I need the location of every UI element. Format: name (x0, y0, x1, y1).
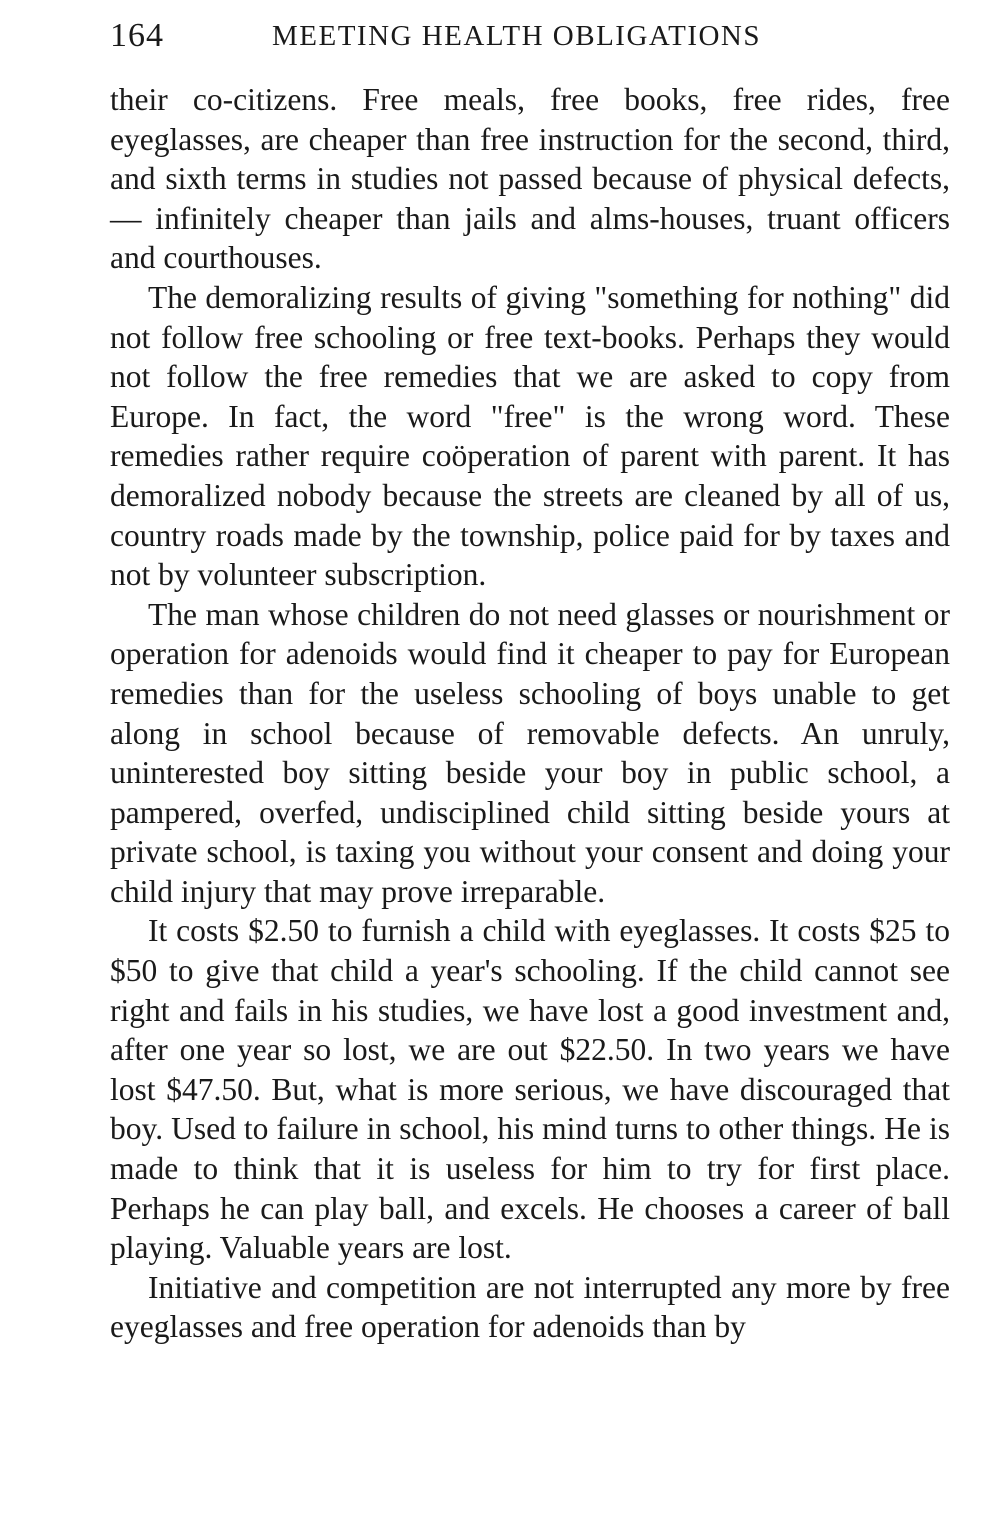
paragraph-continued: their co-citizens. Free meals, free books, free rides, free eyeglasses, are cheaper than free instruction for the second, third, and sixth terms in studies not passed because of physical defects, — infinitely cheaper than jails and alms-houses, truant officers and courthouses. (110, 82, 950, 276)
running-header (110, 14, 950, 58)
paragraph: The man whose children do not need glasses or nourishment or operation for adenoids would find it cheaper to pay for European remedies than for the useless schooling of boys unable to get along in school because of removable defects. An unruly, uninterested boy sitting beside your boy in public school, a pampered, overfed, undisciplined child sitting beside yours at private school, is taxing you without your consent and doing your child injury that may prove irreparable. (110, 596, 950, 909)
running-title: MEETING HEALTH OBLIGATIONS (272, 20, 761, 52)
body-text (110, 80, 950, 1347)
paragraph: It costs $2.50 to furnish a child with eyeglasses. It costs $25 to $50 to give that child a year's schooling. If the child cannot see right and fails in his studies, we have lost a good investment and, after one year so lost, we are out $22.50. In two years we have lost $47.50. But, what is more serious, we have discouraged that boy. Used to failure in school, his mind turns to other things. He is made to think that it is useless for him to try for first place. Perhaps he can play ball, and excels. He chooses a career of ball playing. Valuable years are lost. (110, 913, 950, 1266)
paragraph: The demoralizing results of giving "something for nothing" did not follow free schooling or free text-books. Perhaps they would not follow the free remedies that we are asked to copy from Europe. In fact, the word "free" is the wrong word. These remedies rather require coöperation of parent with parent. It has demoralized nobody because the streets are cleaned by all of us, country roads made by the township, police paid for by taxes and not by volunteer subscription. (110, 279, 950, 593)
page-number: 164 (110, 17, 164, 54)
paragraph: Initiative and competition are not interrupted any more by free eyeglasses and free operation for adenoids than by (110, 1269, 950, 1345)
